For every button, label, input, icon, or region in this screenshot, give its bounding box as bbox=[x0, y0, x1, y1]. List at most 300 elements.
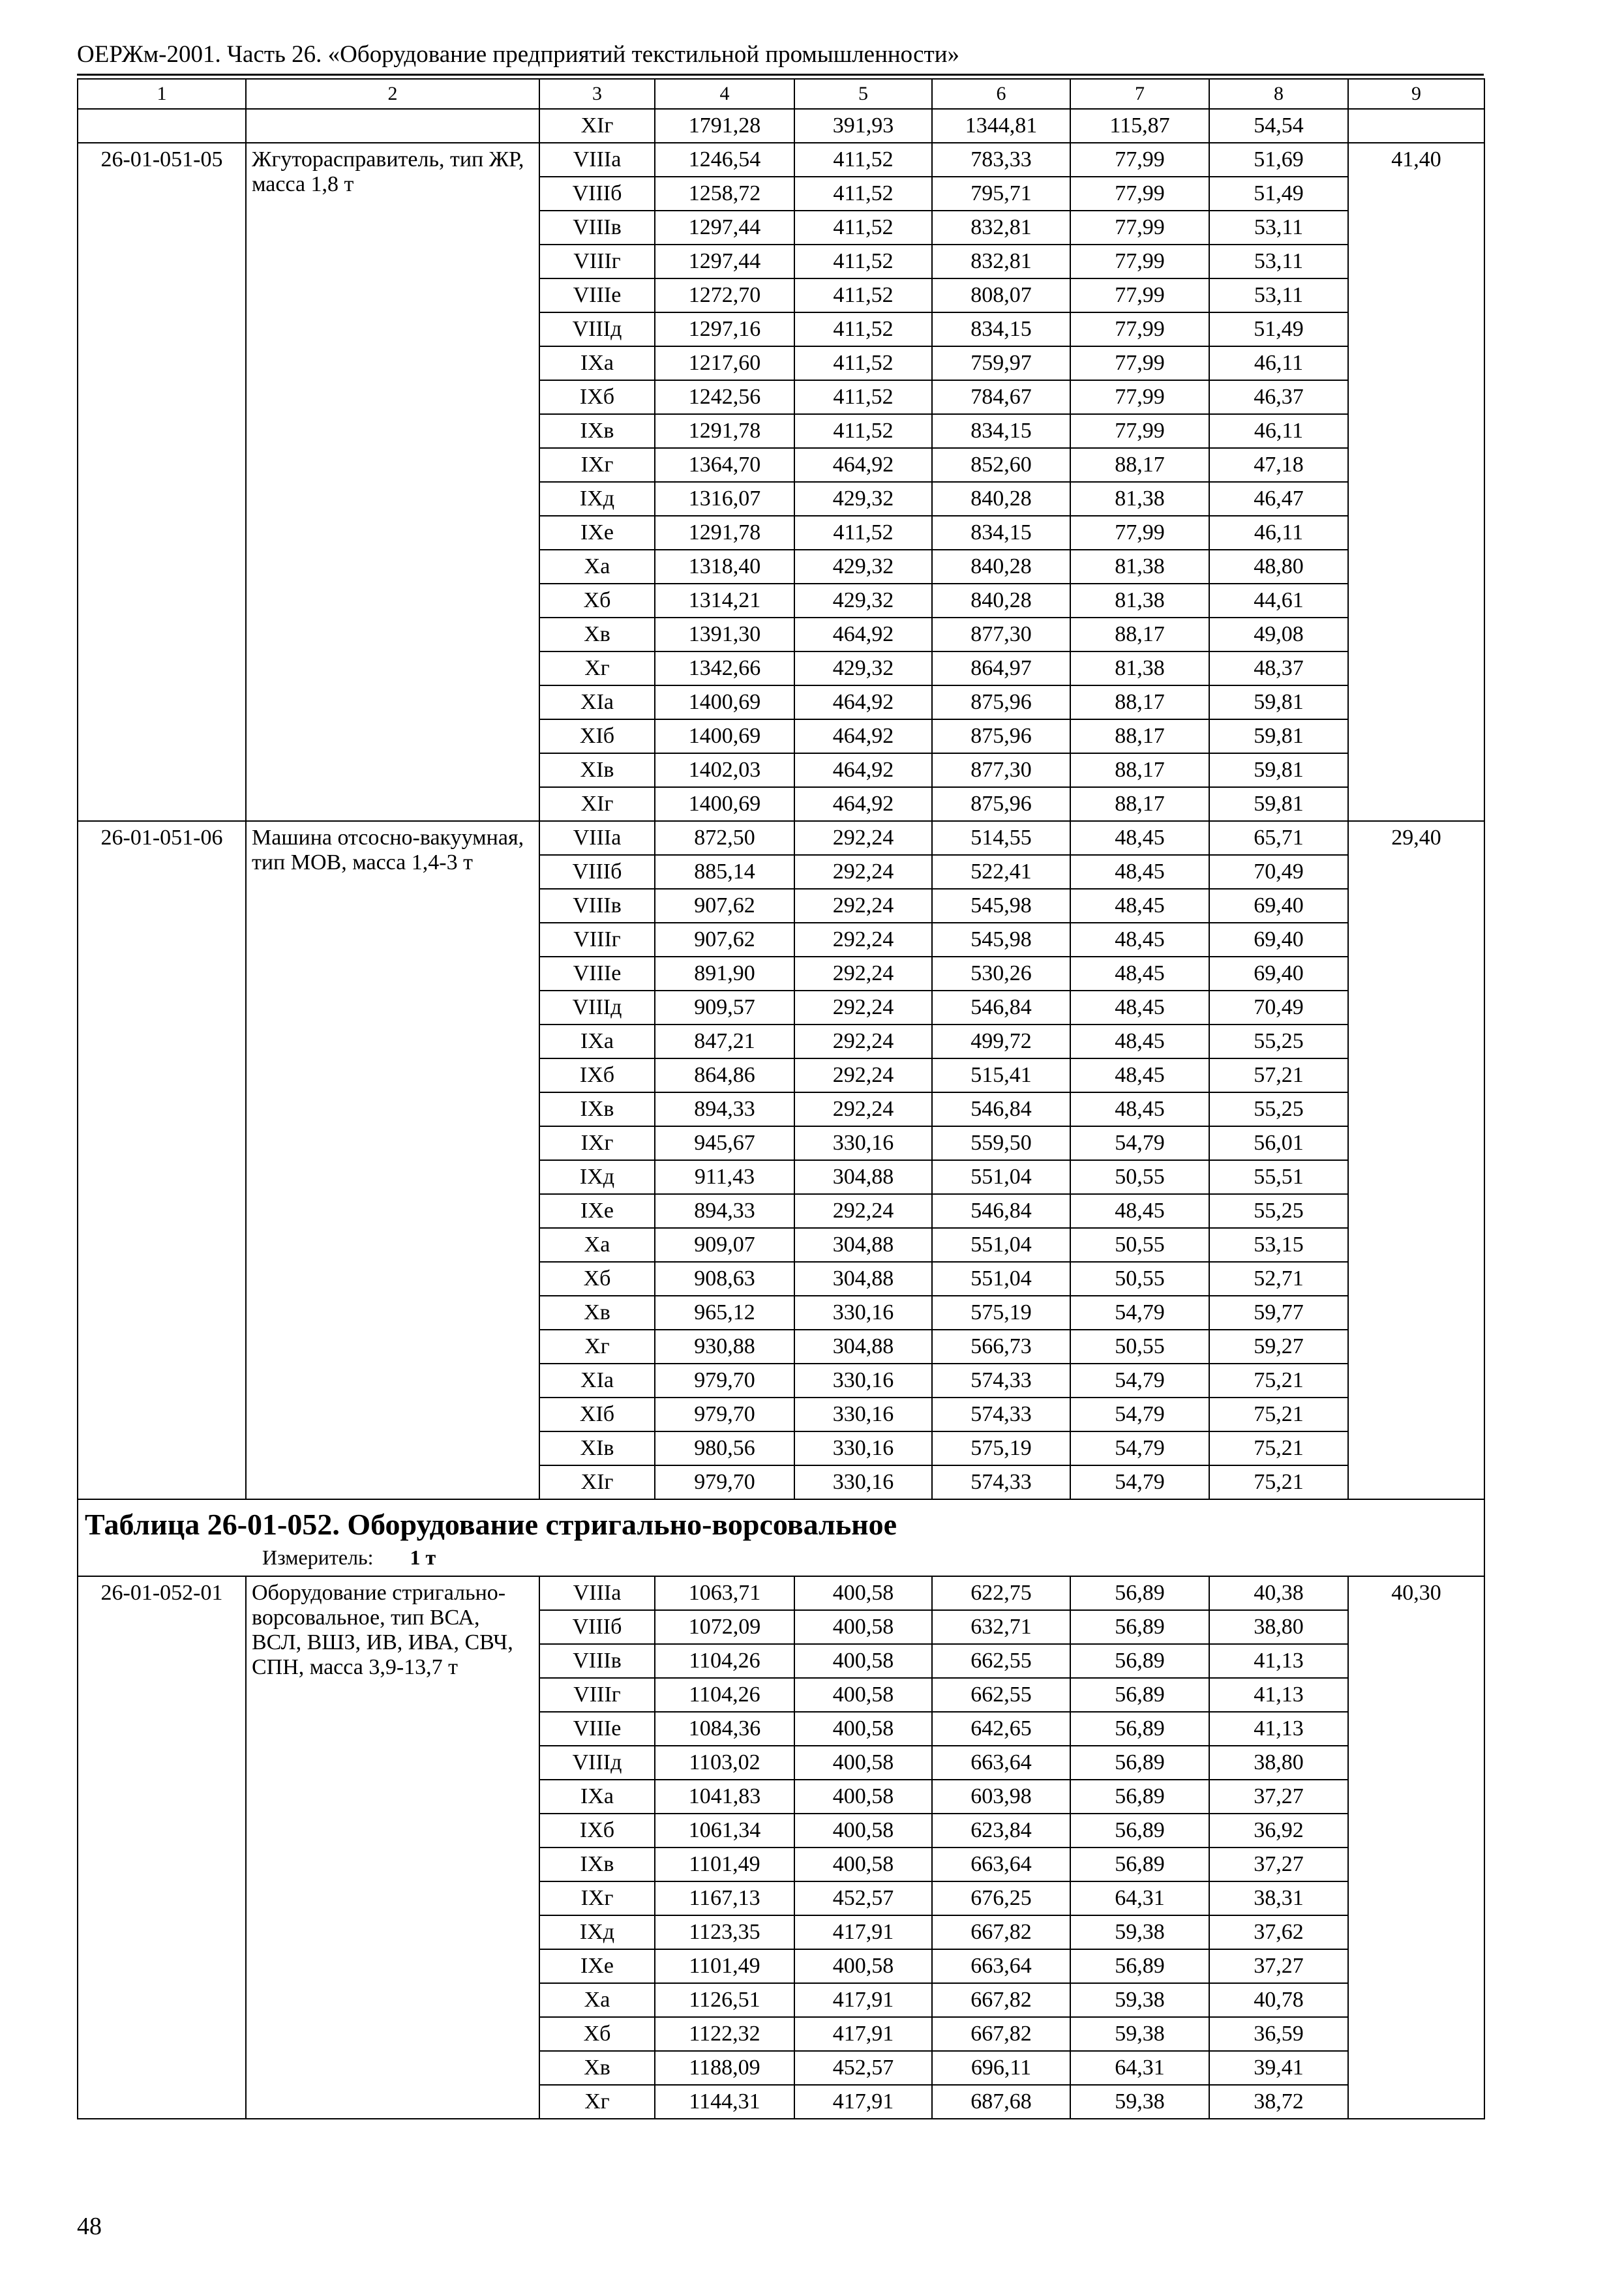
value-cell: 574,33 bbox=[932, 1364, 1070, 1398]
zone-cell: Xв bbox=[539, 618, 655, 651]
value-cell: 1314,21 bbox=[655, 584, 794, 618]
zone-cell: XIа bbox=[539, 685, 655, 719]
value-cell: 77,99 bbox=[1070, 346, 1209, 380]
value-cell: 57,21 bbox=[1209, 1058, 1348, 1092]
value-cell: 885,14 bbox=[655, 855, 794, 889]
value-cell: 46,11 bbox=[1209, 346, 1348, 380]
value-cell: 48,45 bbox=[1070, 991, 1209, 1025]
value-cell: 546,84 bbox=[932, 1194, 1070, 1228]
value-cell: 77,99 bbox=[1070, 245, 1209, 278]
value-cell: 622,75 bbox=[932, 1576, 1070, 1610]
value-cell: 59,81 bbox=[1209, 753, 1348, 787]
value-cell: 115,87 bbox=[1070, 109, 1209, 143]
value-cell: 59,77 bbox=[1209, 1296, 1348, 1330]
value-cell: 55,25 bbox=[1209, 1092, 1348, 1126]
rate-code: 26-01-051-06 bbox=[78, 821, 246, 1499]
value-cell: 46,37 bbox=[1209, 380, 1348, 414]
value-cell: 38,80 bbox=[1209, 1746, 1348, 1780]
value-cell: 36,59 bbox=[1209, 2017, 1348, 2051]
value-cell: 52,71 bbox=[1209, 1262, 1348, 1296]
zone-cell: IXа bbox=[539, 1025, 655, 1058]
value-cell: 77,99 bbox=[1070, 312, 1209, 346]
value-cell: 663,64 bbox=[932, 1949, 1070, 1983]
value-cell: 875,96 bbox=[932, 787, 1070, 821]
value-cell: 667,82 bbox=[932, 1983, 1070, 2017]
value-cell: 81,38 bbox=[1070, 482, 1209, 516]
zone-cell: Xг bbox=[539, 2085, 655, 2119]
value-cell: 832,81 bbox=[932, 211, 1070, 245]
value-cell: 1344,81 bbox=[932, 109, 1070, 143]
value-cell: 391,93 bbox=[794, 109, 932, 143]
empty-cell bbox=[246, 109, 539, 143]
value-cell: 69,40 bbox=[1209, 957, 1348, 991]
zone-cell: VIIIв bbox=[539, 889, 655, 923]
value-cell: 77,99 bbox=[1070, 516, 1209, 550]
value-cell: 81,38 bbox=[1070, 651, 1209, 685]
value-cell: 1041,83 bbox=[655, 1780, 794, 1814]
zone-cell: Xа bbox=[539, 550, 655, 584]
value-cell: 77,99 bbox=[1070, 414, 1209, 448]
value-cell: 499,72 bbox=[932, 1025, 1070, 1058]
value-cell: 429,32 bbox=[794, 550, 932, 584]
value-cell: 1364,70 bbox=[655, 448, 794, 482]
value-cell: 909,57 bbox=[655, 991, 794, 1025]
rate-code: 26-01-051-05 bbox=[78, 143, 246, 821]
zone-cell: Xа bbox=[539, 1983, 655, 2017]
zone-cell: VIIIг bbox=[539, 923, 655, 957]
value-cell: 1297,44 bbox=[655, 245, 794, 278]
value-cell: 75,21 bbox=[1209, 1431, 1348, 1465]
value-cell: 330,16 bbox=[794, 1431, 932, 1465]
page-number: 48 bbox=[77, 2213, 102, 2240]
value-cell: 77,99 bbox=[1070, 278, 1209, 312]
value-cell: 54,79 bbox=[1070, 1431, 1209, 1465]
zone-cell: IXе bbox=[539, 1949, 655, 1983]
zone-cell: XIб bbox=[539, 719, 655, 753]
value-cell: 304,88 bbox=[794, 1262, 932, 1296]
value-cell: 88,17 bbox=[1070, 787, 1209, 821]
zone-cell: IXд bbox=[539, 1160, 655, 1194]
value-cell: 1400,69 bbox=[655, 719, 794, 753]
value-cell: 51,49 bbox=[1209, 312, 1348, 346]
value-cell: 832,81 bbox=[932, 245, 1070, 278]
zone-cell: Xа bbox=[539, 1228, 655, 1262]
value-cell: 330,16 bbox=[794, 1296, 932, 1330]
value-cell: 1297,44 bbox=[655, 211, 794, 245]
zone-cell: IXв bbox=[539, 1092, 655, 1126]
value-cell: 64,31 bbox=[1070, 1881, 1209, 1915]
value-cell: 64,31 bbox=[1070, 2051, 1209, 2085]
value-cell: 662,55 bbox=[932, 1678, 1070, 1712]
value-cell: 980,56 bbox=[655, 1431, 794, 1465]
value-cell: 1291,78 bbox=[655, 414, 794, 448]
value-cell: 795,71 bbox=[932, 177, 1070, 211]
value-cell: 37,27 bbox=[1209, 1949, 1348, 1983]
column-number: 1 bbox=[78, 79, 246, 109]
unit-value: 1 т bbox=[410, 1546, 436, 1569]
value-cell: 864,97 bbox=[932, 651, 1070, 685]
value-cell: 663,64 bbox=[932, 1848, 1070, 1881]
value-cell: 50,55 bbox=[1070, 1330, 1209, 1364]
table-row bbox=[78, 1576, 1484, 1610]
zone-cell: IXе bbox=[539, 1194, 655, 1228]
value-cell: 847,21 bbox=[655, 1025, 794, 1058]
page-header: ОЕРЖм-2001. Часть 26. «Оборудование предприятий текстильной промышленности» bbox=[77, 41, 959, 68]
value-cell: 1103,02 bbox=[655, 1746, 794, 1780]
value-cell: 41,13 bbox=[1209, 1678, 1348, 1712]
value-cell: 515,41 bbox=[932, 1058, 1070, 1092]
value-cell: 663,64 bbox=[932, 1746, 1070, 1780]
value-cell: 56,89 bbox=[1070, 1576, 1209, 1610]
value-cell: 65,71 bbox=[1209, 821, 1348, 855]
value-cell: 330,16 bbox=[794, 1126, 932, 1160]
zone-cell: IXе bbox=[539, 516, 655, 550]
value-cell: 417,91 bbox=[794, 2085, 932, 2119]
value-cell: 894,33 bbox=[655, 1194, 794, 1228]
value-cell: 41,13 bbox=[1209, 1712, 1348, 1746]
value-cell: 411,52 bbox=[794, 177, 932, 211]
value-cell: 834,15 bbox=[932, 516, 1070, 550]
value-cell: 429,32 bbox=[794, 482, 932, 516]
value-cell: 400,58 bbox=[794, 1712, 932, 1746]
value-cell: 1123,35 bbox=[655, 1915, 794, 1949]
value-cell: 50,55 bbox=[1070, 1228, 1209, 1262]
value-cell: 1061,34 bbox=[655, 1814, 794, 1848]
value-cell: 48,45 bbox=[1070, 1194, 1209, 1228]
value-cell: 1258,72 bbox=[655, 177, 794, 211]
value-cell: 48,37 bbox=[1209, 651, 1348, 685]
rate-name: Жгутораспрaвитель, тип ЖР, масса 1,8 т bbox=[246, 143, 539, 821]
value-cell: 81,38 bbox=[1070, 550, 1209, 584]
zone-cell: Xг bbox=[539, 1330, 655, 1364]
value-cell: 53,11 bbox=[1209, 245, 1348, 278]
zone-cell: IXд bbox=[539, 482, 655, 516]
value-cell: 54,54 bbox=[1209, 109, 1348, 143]
value-cell: 59,81 bbox=[1209, 787, 1348, 821]
value-cell: 400,58 bbox=[794, 1780, 932, 1814]
value-cell: 559,50 bbox=[932, 1126, 1070, 1160]
value-cell: 1122,32 bbox=[655, 2017, 794, 2051]
value-cell: 687,68 bbox=[932, 2085, 1070, 2119]
value-cell: 39,41 bbox=[1209, 2051, 1348, 2085]
value-cell: 75,21 bbox=[1209, 1465, 1348, 1499]
zone-cell: IXа bbox=[539, 346, 655, 380]
value-cell: 411,52 bbox=[794, 143, 932, 177]
value-cell: 1316,07 bbox=[655, 482, 794, 516]
value-cell: 38,72 bbox=[1209, 2085, 1348, 2119]
value-cell: 56,89 bbox=[1070, 1848, 1209, 1881]
value-cell: 1188,09 bbox=[655, 2051, 794, 2085]
value-cell: 304,88 bbox=[794, 1160, 932, 1194]
zone-cell: XIг bbox=[539, 109, 655, 143]
value-cell: 1101,49 bbox=[655, 1949, 794, 1983]
value-cell: 49,08 bbox=[1209, 618, 1348, 651]
value-cell: 37,27 bbox=[1209, 1848, 1348, 1881]
zone-cell: VIIIг bbox=[539, 1678, 655, 1712]
value-cell: 642,65 bbox=[932, 1712, 1070, 1746]
zone-cell: Xб bbox=[539, 584, 655, 618]
table-row bbox=[78, 821, 1484, 855]
value-cell: 54,79 bbox=[1070, 1398, 1209, 1431]
value-cell: 575,19 bbox=[932, 1296, 1070, 1330]
column-number: 8 bbox=[1209, 79, 1348, 109]
zone-cell: Xв bbox=[539, 2051, 655, 2085]
value-cell: 696,11 bbox=[932, 2051, 1070, 2085]
value-cell: 400,58 bbox=[794, 1576, 932, 1610]
value-cell: 1297,16 bbox=[655, 312, 794, 346]
value-cell: 75,21 bbox=[1209, 1364, 1348, 1398]
value-cell: 1791,28 bbox=[655, 109, 794, 143]
value-cell: 59,38 bbox=[1070, 1983, 1209, 2017]
value-cell: 292,24 bbox=[794, 1058, 932, 1092]
value-cell: 965,12 bbox=[655, 1296, 794, 1330]
value-cell: 55,25 bbox=[1209, 1025, 1348, 1058]
value-cell: 56,89 bbox=[1070, 1780, 1209, 1814]
value-cell: 292,24 bbox=[794, 889, 932, 923]
value-cell: 1167,13 bbox=[655, 1881, 794, 1915]
value-cell: 37,27 bbox=[1209, 1780, 1348, 1814]
unit-label: Измеритель: bbox=[262, 1546, 374, 1569]
value-cell: 46,11 bbox=[1209, 414, 1348, 448]
value-cell: 566,73 bbox=[932, 1330, 1070, 1364]
value-cell: 56,89 bbox=[1070, 1712, 1209, 1746]
rate-name: Машина отсосно-вакуумная, тип МОВ, масса 1,4-3 т bbox=[246, 821, 539, 1499]
value-cell: 54,79 bbox=[1070, 1364, 1209, 1398]
value-cell: 304,88 bbox=[794, 1330, 932, 1364]
empty-cell bbox=[1348, 109, 1484, 143]
zone-cell: XIг bbox=[539, 787, 655, 821]
value-cell: 411,52 bbox=[794, 278, 932, 312]
value-cell: 1402,03 bbox=[655, 753, 794, 787]
value-cell: 88,17 bbox=[1070, 719, 1209, 753]
value-cell: 891,90 bbox=[655, 957, 794, 991]
zone-cell: VIIIб bbox=[539, 1610, 655, 1644]
col9-value: 41,40 bbox=[1348, 143, 1484, 821]
zone-cell: VIIIе bbox=[539, 1712, 655, 1746]
value-cell: 452,57 bbox=[794, 2051, 932, 2085]
value-cell: 834,15 bbox=[932, 414, 1070, 448]
zone-cell: XIб bbox=[539, 1398, 655, 1431]
value-cell: 56,89 bbox=[1070, 1746, 1209, 1780]
value-cell: 48,45 bbox=[1070, 855, 1209, 889]
value-cell: 304,88 bbox=[794, 1228, 932, 1262]
value-cell: 38,80 bbox=[1209, 1610, 1348, 1644]
value-cell: 603,98 bbox=[932, 1780, 1070, 1814]
value-cell: 69,40 bbox=[1209, 923, 1348, 957]
value-cell: 840,28 bbox=[932, 550, 1070, 584]
value-cell: 979,70 bbox=[655, 1364, 794, 1398]
column-number: 6 bbox=[932, 79, 1070, 109]
value-cell: 464,92 bbox=[794, 787, 932, 821]
value-cell: 41,13 bbox=[1209, 1644, 1348, 1678]
value-cell: 77,99 bbox=[1070, 211, 1209, 245]
value-cell: 411,52 bbox=[794, 346, 932, 380]
value-cell: 77,99 bbox=[1070, 380, 1209, 414]
value-cell: 48,45 bbox=[1070, 957, 1209, 991]
value-cell: 47,18 bbox=[1209, 448, 1348, 482]
value-cell: 51,49 bbox=[1209, 177, 1348, 211]
value-cell: 48,80 bbox=[1209, 550, 1348, 584]
value-cell: 1104,26 bbox=[655, 1678, 794, 1712]
value-cell: 1126,51 bbox=[655, 1983, 794, 2017]
value-cell: 551,04 bbox=[932, 1228, 1070, 1262]
column-number: 7 bbox=[1070, 79, 1209, 109]
zone-cell: VIIIб bbox=[539, 177, 655, 211]
value-cell: 1272,70 bbox=[655, 278, 794, 312]
value-cell: 56,89 bbox=[1070, 1949, 1209, 1983]
value-cell: 88,17 bbox=[1070, 753, 1209, 787]
value-cell: 632,71 bbox=[932, 1610, 1070, 1644]
value-cell: 429,32 bbox=[794, 584, 932, 618]
rates-table bbox=[77, 78, 1485, 2119]
value-cell: 411,52 bbox=[794, 245, 932, 278]
value-cell: 1104,26 bbox=[655, 1644, 794, 1678]
zone-cell: Xв bbox=[539, 1296, 655, 1330]
value-cell: 808,07 bbox=[932, 278, 1070, 312]
value-cell: 56,89 bbox=[1070, 1644, 1209, 1678]
unit-line bbox=[85, 1543, 1477, 1572]
value-cell: 411,52 bbox=[794, 414, 932, 448]
column-number: 9 bbox=[1348, 79, 1484, 109]
value-cell: 46,47 bbox=[1209, 482, 1348, 516]
zone-cell: IXв bbox=[539, 1848, 655, 1881]
zone-cell: VIIIе bbox=[539, 278, 655, 312]
zone-cell: IXб bbox=[539, 380, 655, 414]
value-cell: 37,62 bbox=[1209, 1915, 1348, 1949]
value-cell: 54,79 bbox=[1070, 1465, 1209, 1499]
zone-cell: VIIIа bbox=[539, 1576, 655, 1610]
value-cell: 400,58 bbox=[794, 1610, 932, 1644]
value-cell: 46,11 bbox=[1209, 516, 1348, 550]
value-cell: 56,89 bbox=[1070, 1814, 1209, 1848]
value-cell: 292,24 bbox=[794, 957, 932, 991]
value-cell: 292,24 bbox=[794, 1194, 932, 1228]
value-cell: 676,25 bbox=[932, 1881, 1070, 1915]
value-cell: 1101,49 bbox=[655, 1848, 794, 1881]
zone-cell: VIIIд bbox=[539, 312, 655, 346]
value-cell: 417,91 bbox=[794, 1915, 932, 1949]
column-number: 5 bbox=[794, 79, 932, 109]
value-cell: 77,99 bbox=[1070, 177, 1209, 211]
zone-cell: VIIIб bbox=[539, 855, 655, 889]
value-cell: 48,45 bbox=[1070, 821, 1209, 855]
zone-cell: XIв bbox=[539, 753, 655, 787]
value-cell: 840,28 bbox=[932, 482, 1070, 516]
value-cell: 55,25 bbox=[1209, 1194, 1348, 1228]
value-cell: 875,96 bbox=[932, 719, 1070, 753]
value-cell: 48,45 bbox=[1070, 1025, 1209, 1058]
column-number: 3 bbox=[539, 79, 655, 109]
zone-cell: IXд bbox=[539, 1915, 655, 1949]
value-cell: 400,58 bbox=[794, 1949, 932, 1983]
value-cell: 667,82 bbox=[932, 1915, 1070, 1949]
value-cell: 292,24 bbox=[794, 1025, 932, 1058]
value-cell: 875,96 bbox=[932, 685, 1070, 719]
value-cell: 784,67 bbox=[932, 380, 1070, 414]
value-cell: 400,58 bbox=[794, 1814, 932, 1848]
value-cell: 56,89 bbox=[1070, 1610, 1209, 1644]
value-cell: 574,33 bbox=[932, 1465, 1070, 1499]
value-cell: 330,16 bbox=[794, 1465, 932, 1499]
value-cell: 75,21 bbox=[1209, 1398, 1348, 1431]
empty-cell bbox=[78, 109, 246, 143]
value-cell: 59,81 bbox=[1209, 719, 1348, 753]
value-cell: 894,33 bbox=[655, 1092, 794, 1126]
value-cell: 411,52 bbox=[794, 380, 932, 414]
value-cell: 55,51 bbox=[1209, 1160, 1348, 1194]
value-cell: 840,28 bbox=[932, 584, 1070, 618]
value-cell: 546,84 bbox=[932, 1092, 1070, 1126]
value-cell: 54,79 bbox=[1070, 1126, 1209, 1160]
zone-cell: IXг bbox=[539, 1881, 655, 1915]
value-cell: 292,24 bbox=[794, 1092, 932, 1126]
value-cell: 452,57 bbox=[794, 1881, 932, 1915]
value-cell: 56,89 bbox=[1070, 1678, 1209, 1712]
value-cell: 522,41 bbox=[932, 855, 1070, 889]
value-cell: 1400,69 bbox=[655, 685, 794, 719]
value-cell: 1246,54 bbox=[655, 143, 794, 177]
value-cell: 417,91 bbox=[794, 1983, 932, 2017]
value-cell: 292,24 bbox=[794, 821, 932, 855]
zone-cell: IXб bbox=[539, 1814, 655, 1848]
value-cell: 69,40 bbox=[1209, 889, 1348, 923]
value-cell: 81,38 bbox=[1070, 584, 1209, 618]
value-cell: 36,92 bbox=[1209, 1814, 1348, 1848]
value-cell: 877,30 bbox=[932, 753, 1070, 787]
value-cell: 530,26 bbox=[932, 957, 1070, 991]
value-cell: 292,24 bbox=[794, 991, 932, 1025]
value-cell: 50,55 bbox=[1070, 1262, 1209, 1296]
value-cell: 979,70 bbox=[655, 1398, 794, 1431]
value-cell: 1072,09 bbox=[655, 1610, 794, 1644]
value-cell: 908,63 bbox=[655, 1262, 794, 1296]
zone-cell: VIIIе bbox=[539, 957, 655, 991]
value-cell: 545,98 bbox=[932, 923, 1070, 957]
value-cell: 292,24 bbox=[794, 855, 932, 889]
zone-cell: XIг bbox=[539, 1465, 655, 1499]
zone-cell: VIIIа bbox=[539, 143, 655, 177]
value-cell: 330,16 bbox=[794, 1364, 932, 1398]
value-cell: 909,07 bbox=[655, 1228, 794, 1262]
value-cell: 48,45 bbox=[1070, 1058, 1209, 1092]
value-cell: 464,92 bbox=[794, 719, 932, 753]
value-cell: 1242,56 bbox=[655, 380, 794, 414]
value-cell: 38,31 bbox=[1209, 1881, 1348, 1915]
column-number: 2 bbox=[246, 79, 539, 109]
value-cell: 575,19 bbox=[932, 1431, 1070, 1465]
zone-cell: IXв bbox=[539, 414, 655, 448]
rate-name: Оборудование стригально-ворсовальное, тип ВСА, ВСЛ, ВШЗ, ИВ, ИВА, СВЧ, СПН, масса 3,9-13,7 т bbox=[246, 1576, 539, 2119]
value-cell: 53,11 bbox=[1209, 211, 1348, 245]
value-cell: 88,17 bbox=[1070, 618, 1209, 651]
zone-cell: IXа bbox=[539, 1780, 655, 1814]
value-cell: 48,45 bbox=[1070, 1092, 1209, 1126]
value-cell: 411,52 bbox=[794, 211, 932, 245]
rate-code: 26-01-052-01 bbox=[78, 1576, 246, 2119]
value-cell: 70,49 bbox=[1209, 855, 1348, 889]
value-cell: 464,92 bbox=[794, 448, 932, 482]
value-cell: 88,17 bbox=[1070, 685, 1209, 719]
value-cell: 429,32 bbox=[794, 651, 932, 685]
section-header bbox=[78, 1499, 1484, 1576]
value-cell: 1217,60 bbox=[655, 346, 794, 380]
value-cell: 400,58 bbox=[794, 1678, 932, 1712]
value-cell: 907,62 bbox=[655, 889, 794, 923]
value-cell: 945,67 bbox=[655, 1126, 794, 1160]
value-cell: 400,58 bbox=[794, 1746, 932, 1780]
col9-value: 40,30 bbox=[1348, 1576, 1484, 2119]
value-cell: 464,92 bbox=[794, 753, 932, 787]
